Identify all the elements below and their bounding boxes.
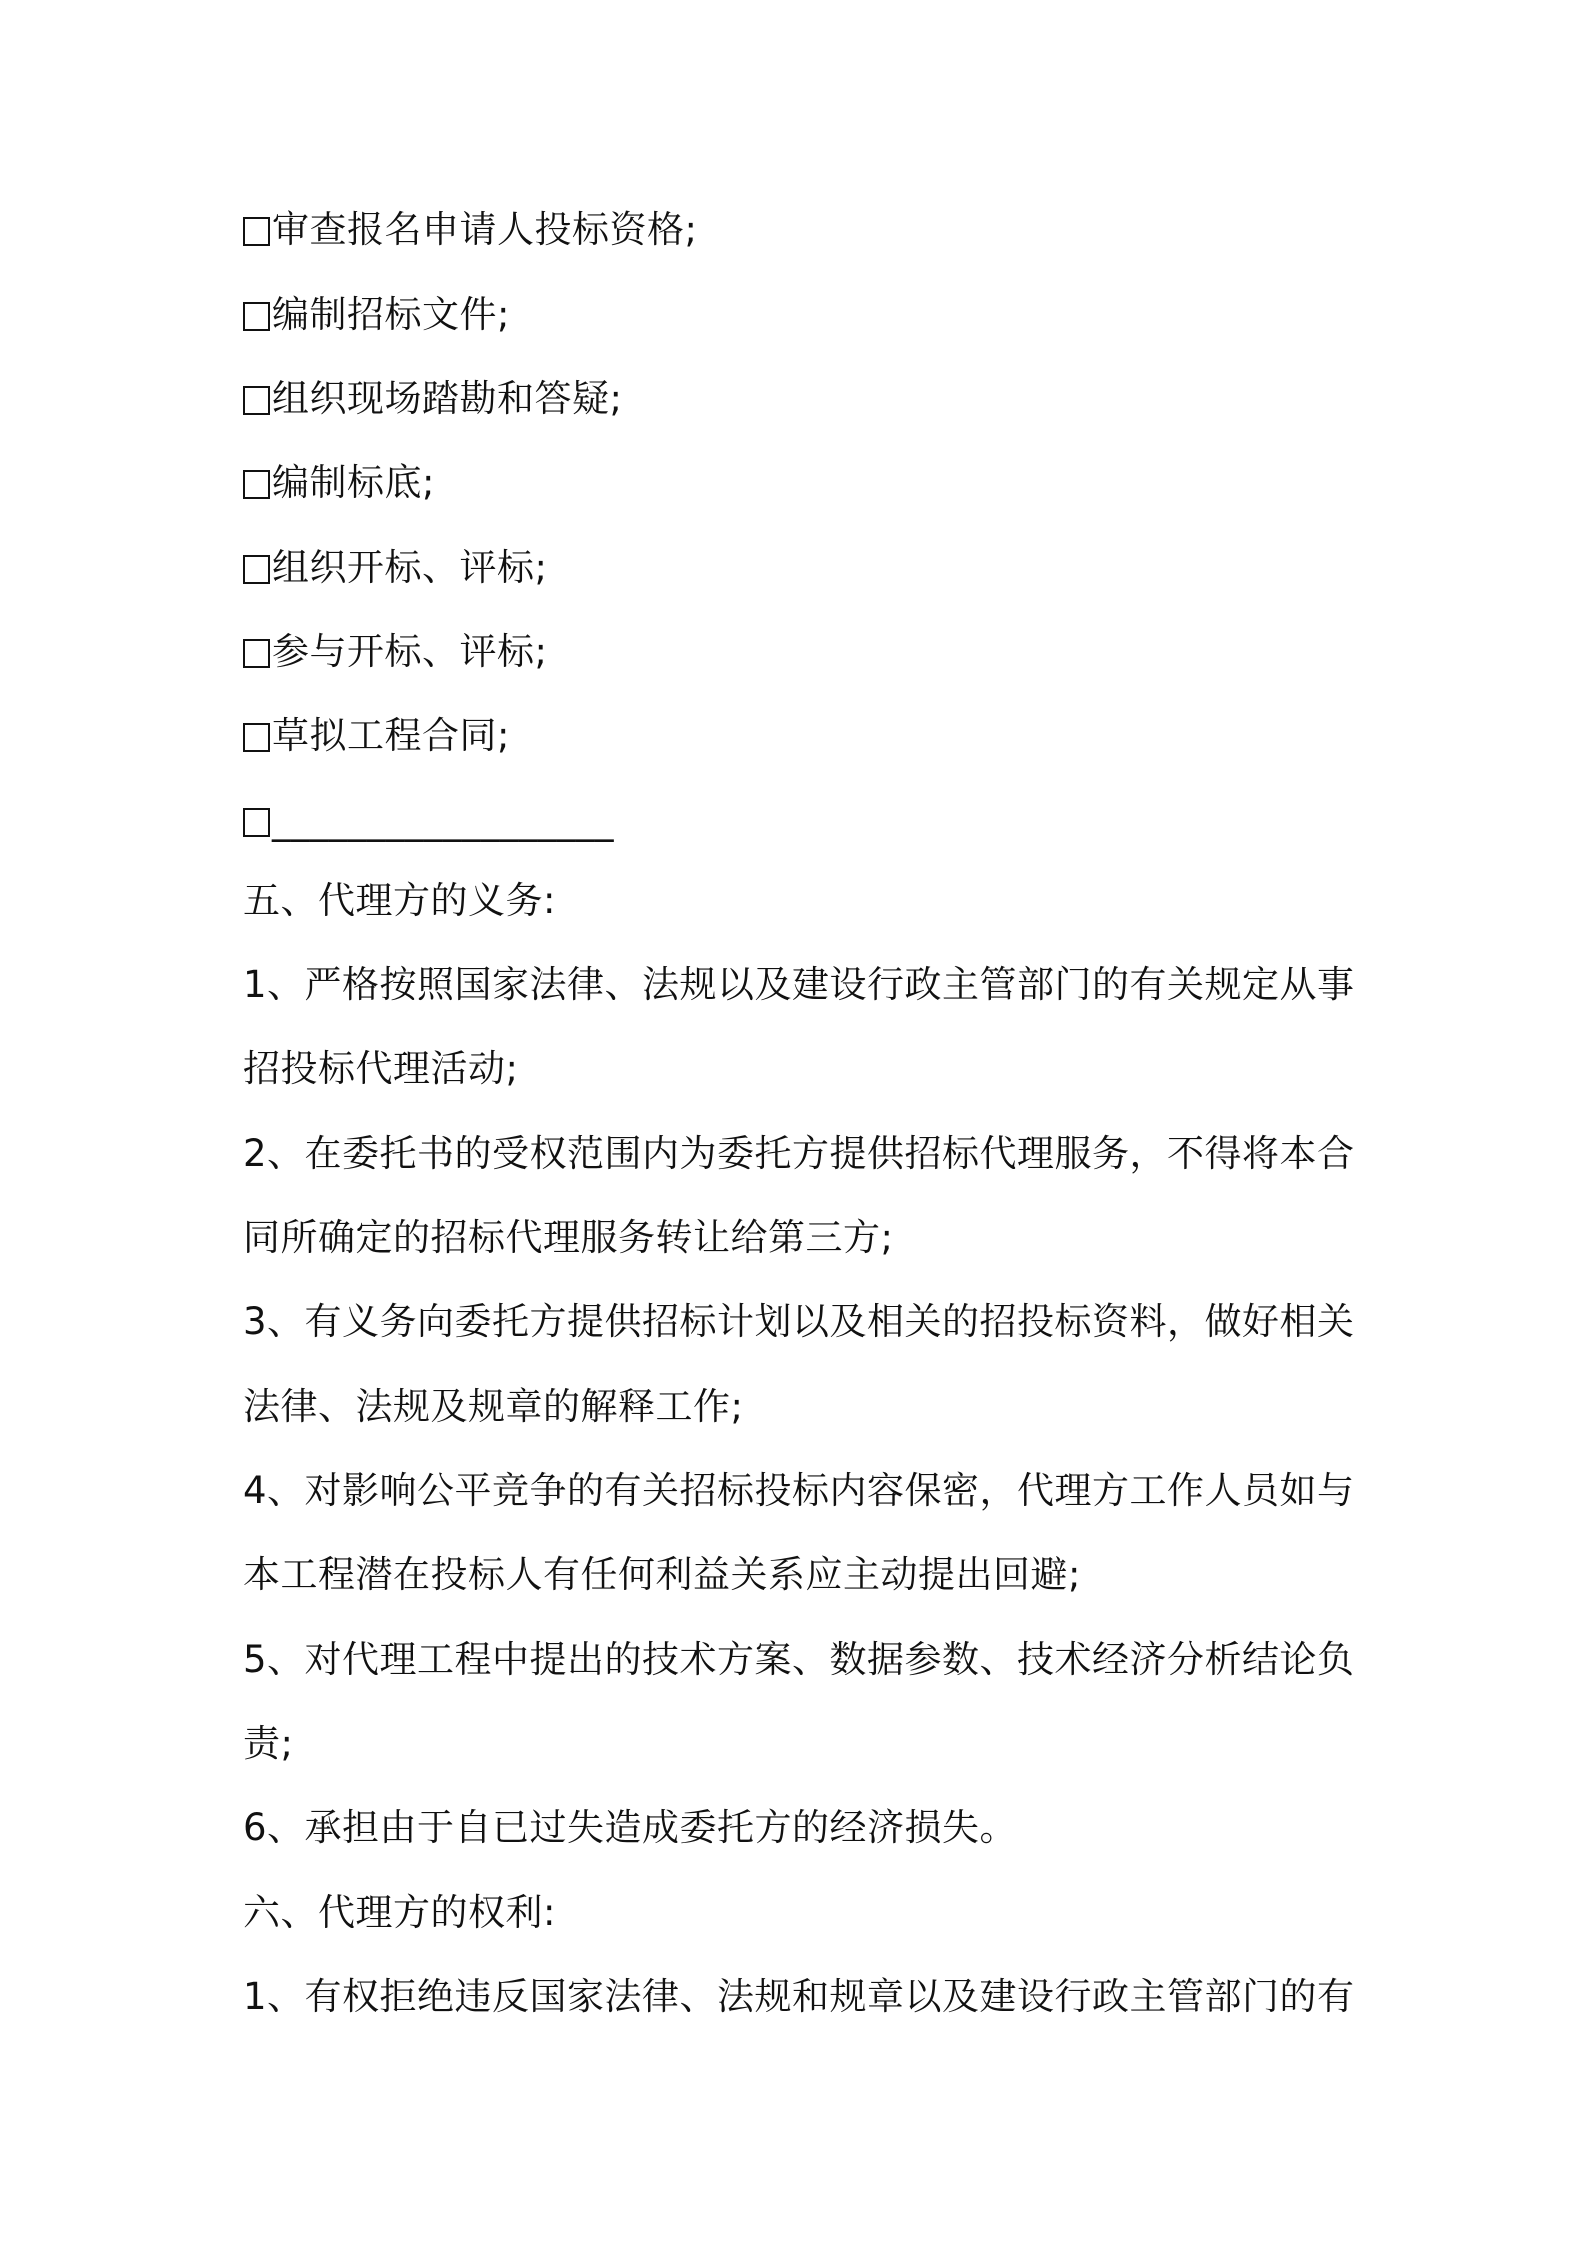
checkbox-option bbox=[243, 458, 435, 508]
fill-in-blank[interactable]: __________________ bbox=[272, 799, 614, 842]
section-heading: 五、代理方的义务: bbox=[243, 879, 556, 922]
checkbox[interactable] bbox=[243, 639, 270, 668]
checkbox-option bbox=[243, 543, 547, 593]
checkbox[interactable] bbox=[243, 302, 270, 331]
clause-text: 3、有义务向委托方提供招标计划以及相关的招投标资料，做好相关 bbox=[243, 1300, 1355, 1343]
checkbox-label: 组织现场踏勘和答疑; bbox=[272, 377, 623, 420]
clause-text: 5、对代理工程中提出的技术方案、数据参数、技术经济分析结论负 bbox=[243, 1638, 1355, 1681]
checkbox-option bbox=[243, 627, 547, 677]
section-heading: 六、代理方的权利: bbox=[243, 1891, 556, 1934]
clause-text: 6、承担由于自已过失造成委托方的经济损失。 bbox=[243, 1806, 1018, 1849]
checkbox-option bbox=[243, 711, 510, 761]
checkbox-option bbox=[243, 374, 622, 424]
checkbox[interactable] bbox=[243, 808, 270, 837]
checkbox-label: 审查报名申请人投标资格; bbox=[272, 208, 698, 251]
clause-text: 招投标代理活动; bbox=[243, 1047, 519, 1090]
checkbox-option bbox=[243, 290, 510, 340]
checkbox-label: 编制招标文件; bbox=[272, 293, 510, 336]
checkbox-label: 参与开标、评标; bbox=[272, 630, 548, 673]
clause-text: 责; bbox=[243, 1722, 294, 1765]
clause-text: 法律、法规及规章的解释工作; bbox=[243, 1385, 744, 1428]
clause-text: 2、在委托书的受权范围内为委托方提供招标代理服务，不得将本合 bbox=[243, 1132, 1355, 1175]
clause-text: 同所确定的招标代理服务转让给第三方; bbox=[243, 1216, 894, 1259]
checkbox[interactable] bbox=[243, 217, 270, 246]
clause-text: 1、有权拒绝违反国家法律、法规和规章以及建设行政主管部门的有 bbox=[243, 1975, 1355, 2018]
clause-text: 1、严格按照国家法律、法规以及建设行政主管部门的有关规定从事 bbox=[243, 963, 1355, 1006]
checkbox-label: 草拟工程合同; bbox=[272, 714, 510, 757]
clause-text: 4、对影响公平竞争的有关招标投标内容保密，代理方工作人员如与 bbox=[243, 1469, 1355, 1512]
clause-text: 本工程潜在投标人有任何利益关系应主动提出回避; bbox=[243, 1553, 1081, 1596]
checkbox-label: 编制标底; bbox=[272, 461, 435, 504]
checkbox[interactable] bbox=[243, 470, 270, 499]
checkbox-option-blank bbox=[243, 796, 614, 846]
checkbox[interactable] bbox=[243, 555, 270, 584]
checkbox-option bbox=[243, 205, 697, 255]
checkbox-label: 组织开标、评标; bbox=[272, 546, 548, 589]
checkbox[interactable] bbox=[243, 723, 270, 752]
checkbox[interactable] bbox=[243, 386, 270, 415]
